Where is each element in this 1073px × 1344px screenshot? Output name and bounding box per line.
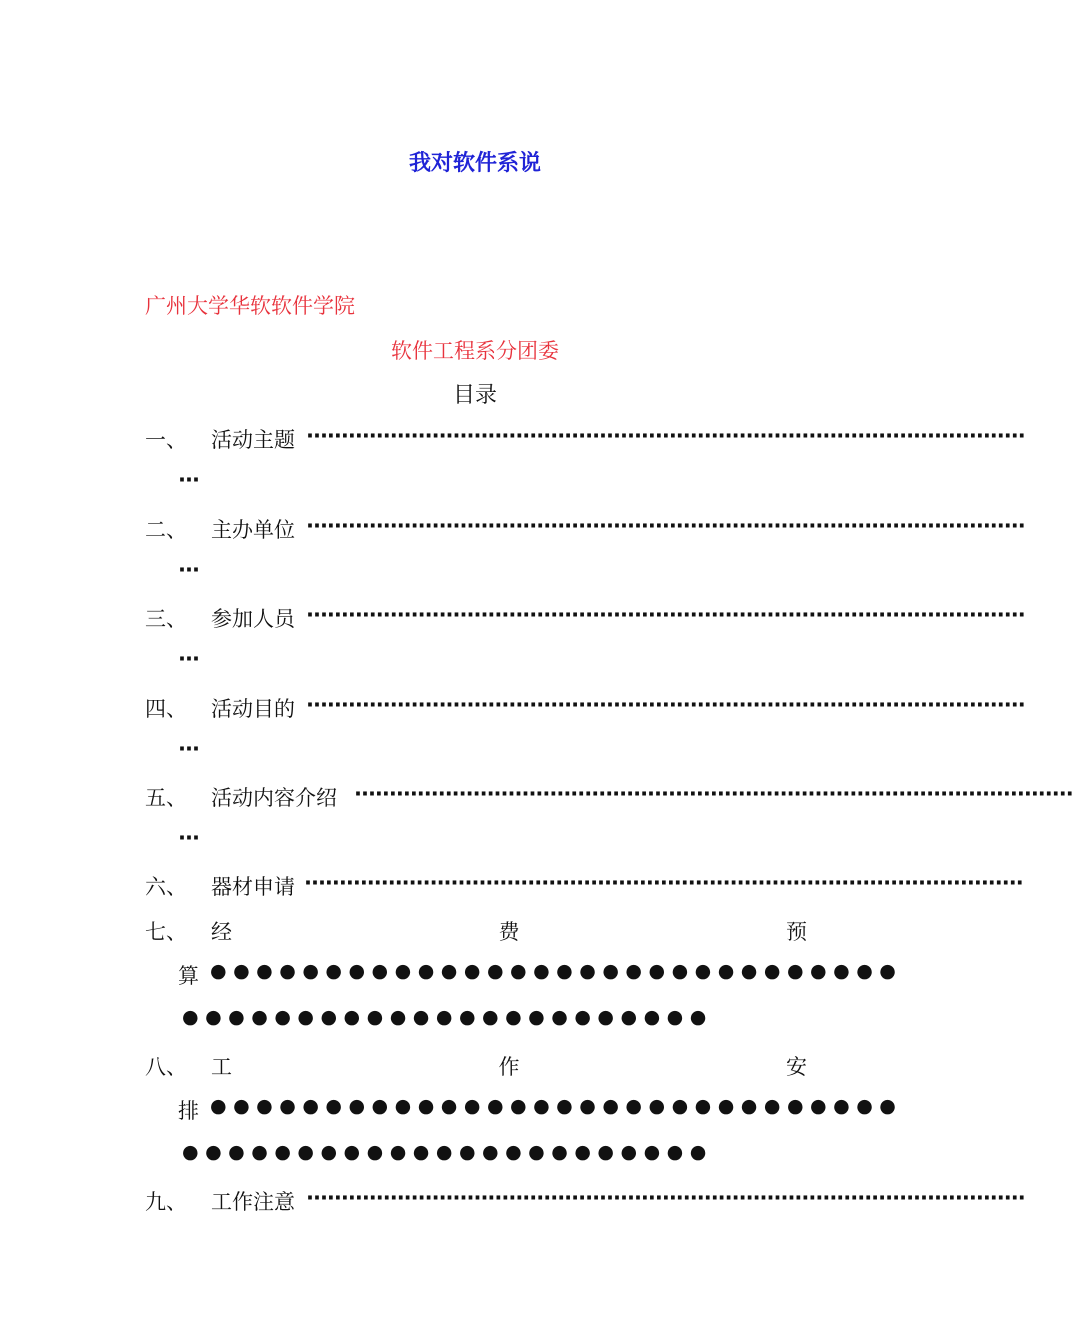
toc-label-char: 排 — [178, 1099, 199, 1123]
toc-leader-dots: ······································································································· — [306, 424, 1025, 448]
toc-leader-dots: ··· — [178, 826, 199, 850]
toc-entry-label: 活动目的 — [211, 697, 295, 721]
organization-name: 广州大学华软软件学院 — [145, 294, 355, 318]
toc-leader-dots: ●●●●●●●●●●●●●●●●●●●●●●● — [182, 1141, 713, 1163]
toc-leader-dots: ······································································································· — [306, 693, 1025, 717]
toc-number: 五、 — [145, 786, 187, 810]
toc-leader-dots: ······································································································· — [306, 603, 1025, 627]
toc-leader-dots: ●●●●●●●●●●●●●●●●●●●●●●● — [182, 1006, 713, 1028]
toc-leader-dots: ······································································································· — [354, 782, 1073, 806]
toc-entry-label-spread — [211, 916, 807, 946]
toc-number: 七、 — [145, 920, 187, 944]
toc-leader-dots: ······································································································· — [306, 1186, 1025, 1210]
toc-entry-label-spread — [211, 1051, 807, 1081]
committee-name: 软件工程系分团委 — [391, 339, 559, 363]
toc-entry-label: 工作注意 — [211, 1190, 295, 1214]
toc-entry-label: 活动主题 — [211, 428, 295, 452]
toc-number: 三、 — [145, 607, 187, 631]
toc-number: 一、 — [145, 428, 187, 452]
toc-entry-label: 活动内容介绍 — [211, 786, 337, 810]
toc-leader-dots: ······································································································· — [304, 871, 1023, 895]
toc-number: 二、 — [145, 518, 187, 542]
toc-leader-dots: ●●●●●●●●●●●●●●●●●●●●●●●●●●●●●● — [210, 1095, 903, 1117]
toc-number: 八、 — [145, 1055, 187, 1079]
toc-leader-dots: ●●●●●●●●●●●●●●●●●●●●●●●●●●●●●● — [210, 960, 903, 982]
toc-leader-dots: ··· — [178, 468, 199, 492]
toc-heading: 目录 — [452, 383, 497, 408]
toc-leader-dots: ··· — [178, 647, 199, 671]
toc-label-char: 安 — [786, 1055, 807, 1079]
toc-label-char: 算 — [178, 964, 199, 988]
toc-label-char: 预 — [786, 920, 807, 944]
toc-leader-dots: ··· — [178, 737, 199, 761]
toc-leader-dots: ··· — [178, 558, 199, 582]
toc-number: 四、 — [145, 697, 187, 721]
toc-number: 九、 — [145, 1190, 187, 1214]
toc-entry-label: 器材申请 — [211, 875, 295, 899]
toc-label-char: 工 — [211, 1055, 232, 1079]
toc-entry-label: 参加人员 — [211, 607, 295, 631]
document-title: 我对软件系说 — [408, 151, 541, 176]
toc-entry-label: 主办单位 — [211, 518, 295, 542]
toc-number: 六、 — [145, 875, 187, 899]
toc-leader-dots: ······································································································· — [306, 514, 1025, 538]
toc-label-char: 费 — [498, 920, 520, 944]
toc-label-char: 作 — [498, 1055, 520, 1079]
toc-label-char: 经 — [211, 920, 232, 944]
